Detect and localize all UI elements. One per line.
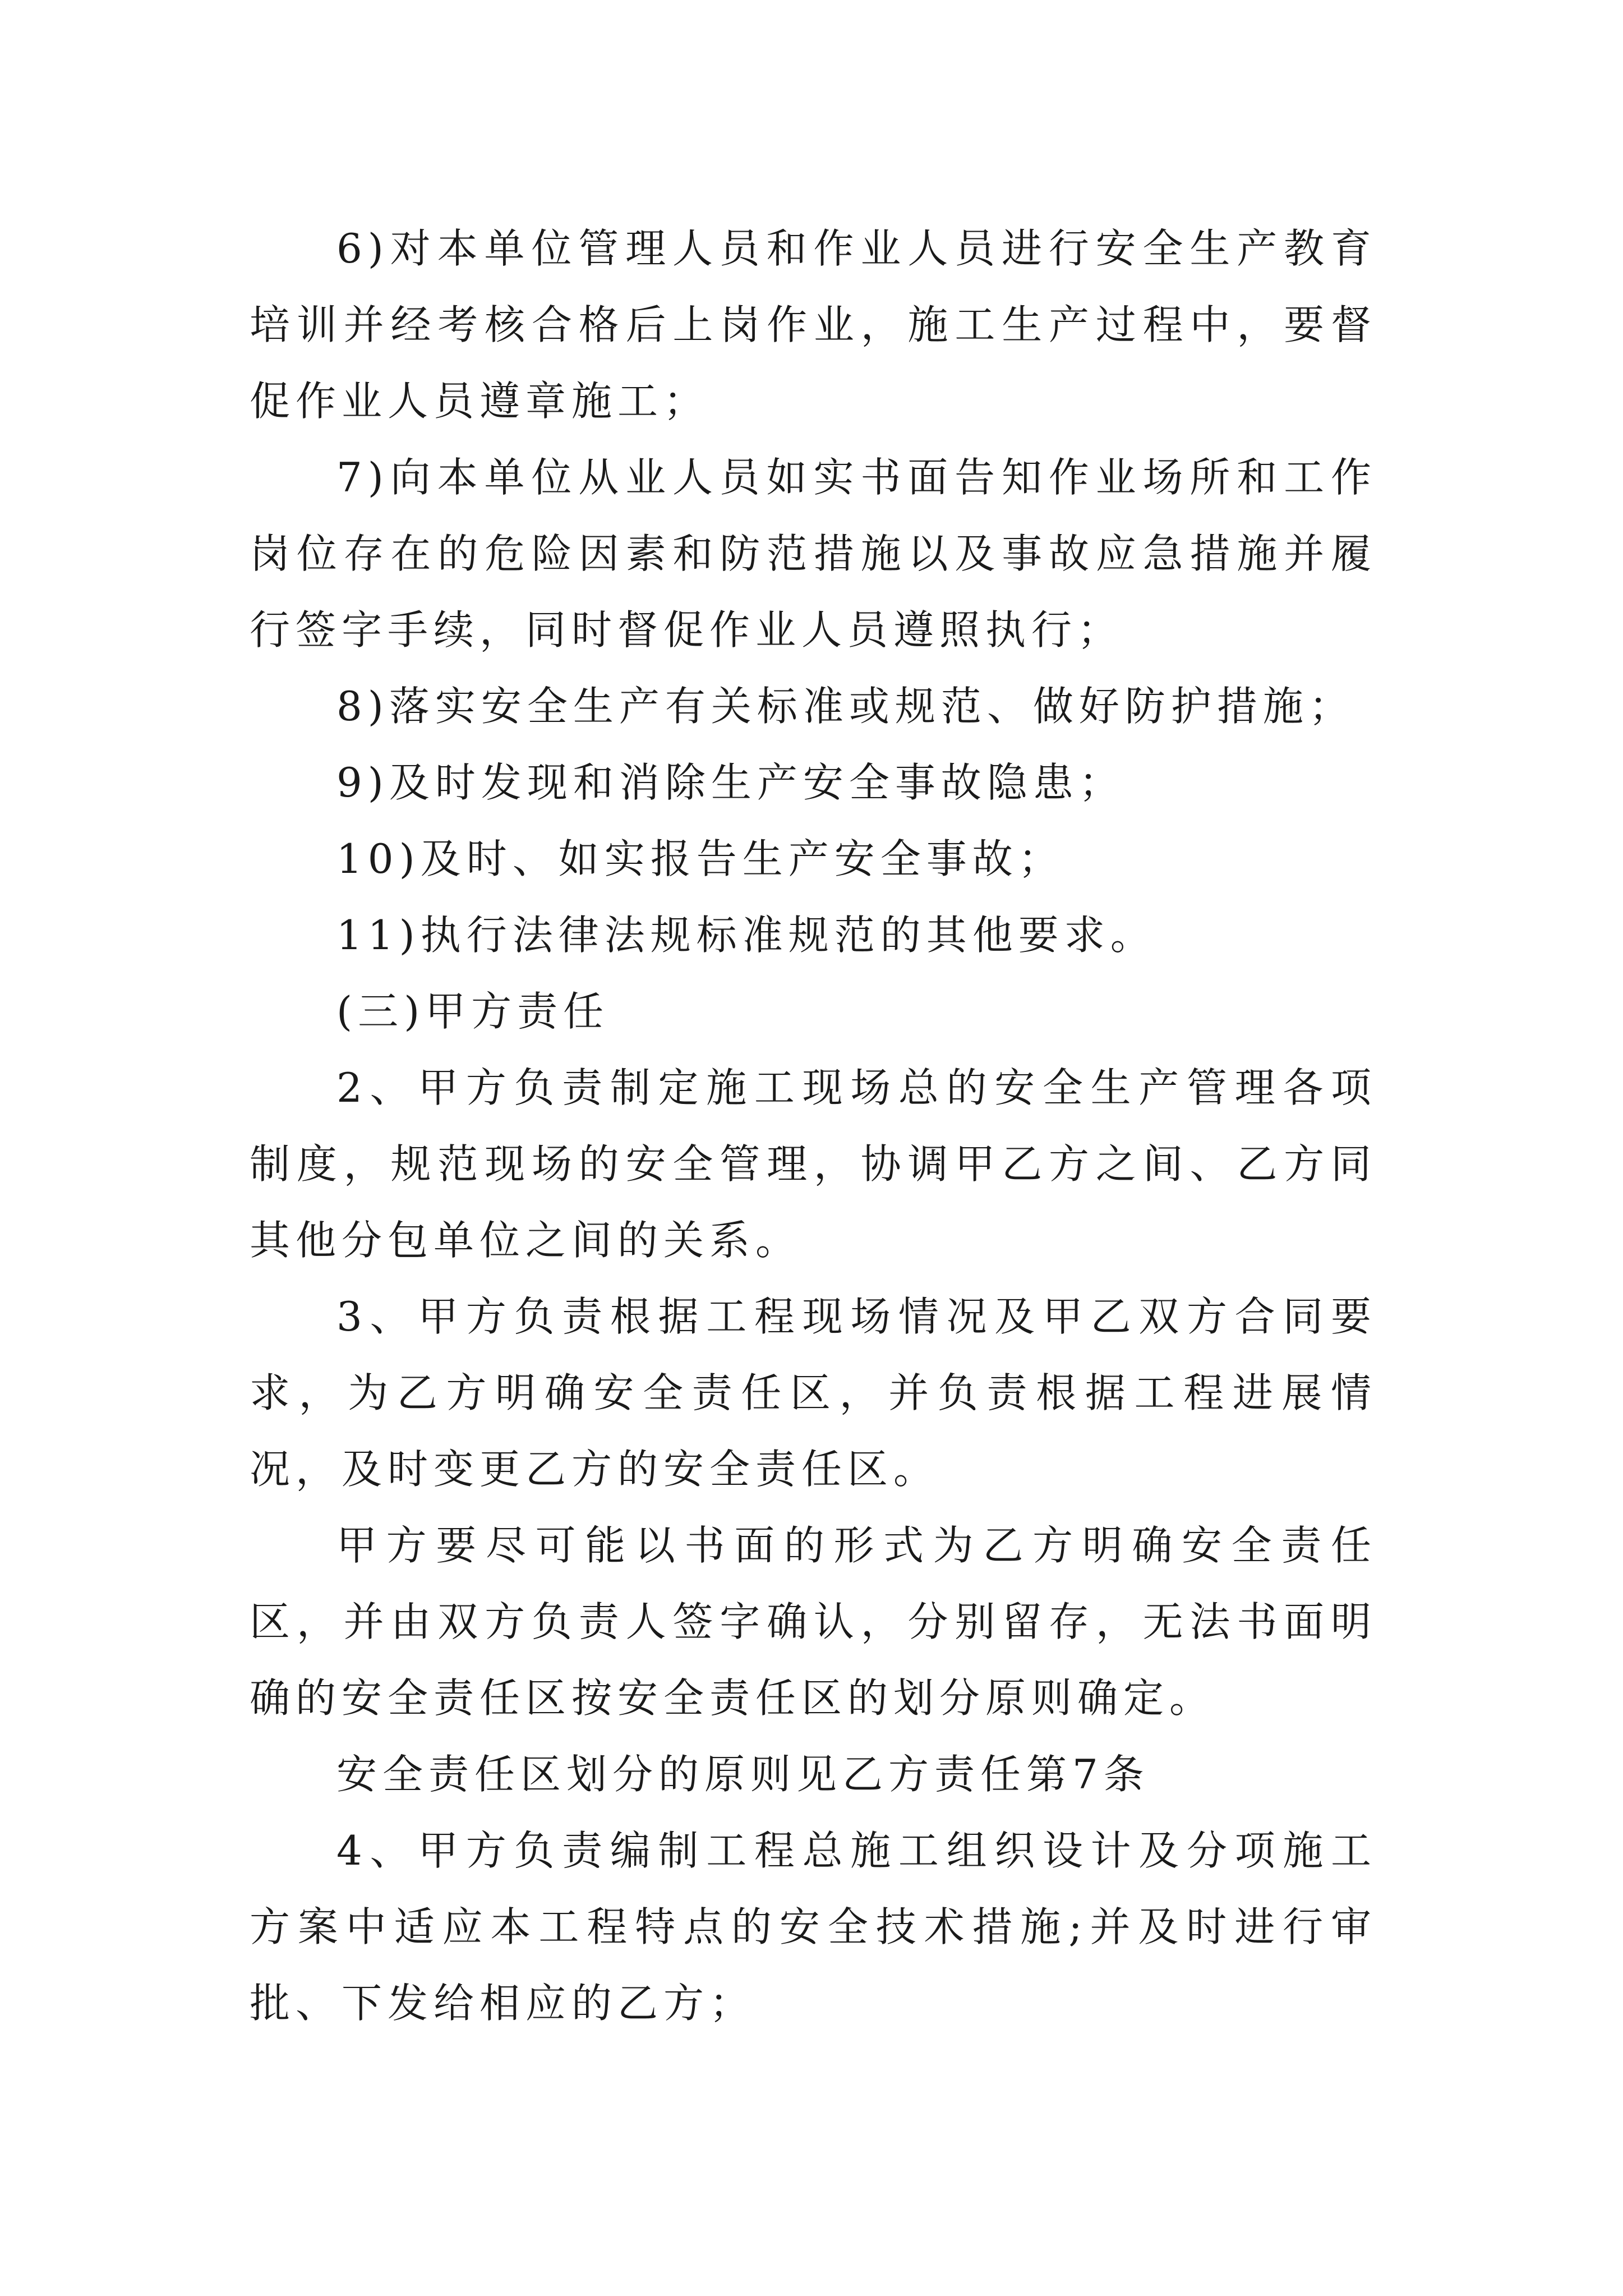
- paragraph-item-11: 11)执行法律法规标准规范的其他要求。: [336, 912, 1156, 959]
- paragraph-clause-3: 3、甲方负责根据工程现场情况及甲乙双方合同要求，为乙方明确安全责任区，并负责根据工程进展情况，及时变更乙方的安全责任区。: [250, 1293, 1377, 1493]
- paragraph-clause-4: 4、甲方负责编制工程总施工组织设计及分项施工方案中适应本工程特点的安全技术措施;并及时进行审批、下发给相应的乙方；: [250, 1827, 1377, 2027]
- paragraph-item-6: 6)对本单位管理人员和作业人员进行安全生产教育培训并经考核合格后上岗作业，施工生产过程中，要督促作业人员遵章施工；: [250, 225, 1377, 425]
- section-heading-party-a: (三)甲方责任: [336, 988, 610, 1035]
- paragraph-item-10: 10)及时、如实报告生产安全事故；: [336, 835, 1064, 882]
- paragraph-written-confirmation: 甲方要尽可能以书面的形式为乙方明确安全责任区，并由双方负责人签字确认，分别留存，无法书面明确的安全责任区按安全责任区的划分原则确定。: [250, 1522, 1377, 1722]
- paragraph-clause-2: 2、甲方负责制定施工现场总的安全生产管理各项制度，规范现场的安全管理，协调甲乙方之间、乙方同其他分包单位之间的关系。: [250, 1064, 1377, 1264]
- paragraph-division-principle: 安全责任区划分的原则见乙方责任第7条: [336, 1751, 1150, 1798]
- document-body: [250, 210, 1377, 2041]
- paragraph-item-8: 8)落实安全生产有关标准或规范、做好防护措施；: [336, 683, 1355, 730]
- paragraph-item-9: 9)及时发现和消除生产安全事故隐患；: [336, 759, 1125, 806]
- paragraph-item-7: 7)向本单位从业人员如实书面告知作业场所和工作岗位存在的危险因素和防范措施以及事故应急措施并履行签字手续，同时督促作业人员遵照执行；: [250, 454, 1377, 654]
